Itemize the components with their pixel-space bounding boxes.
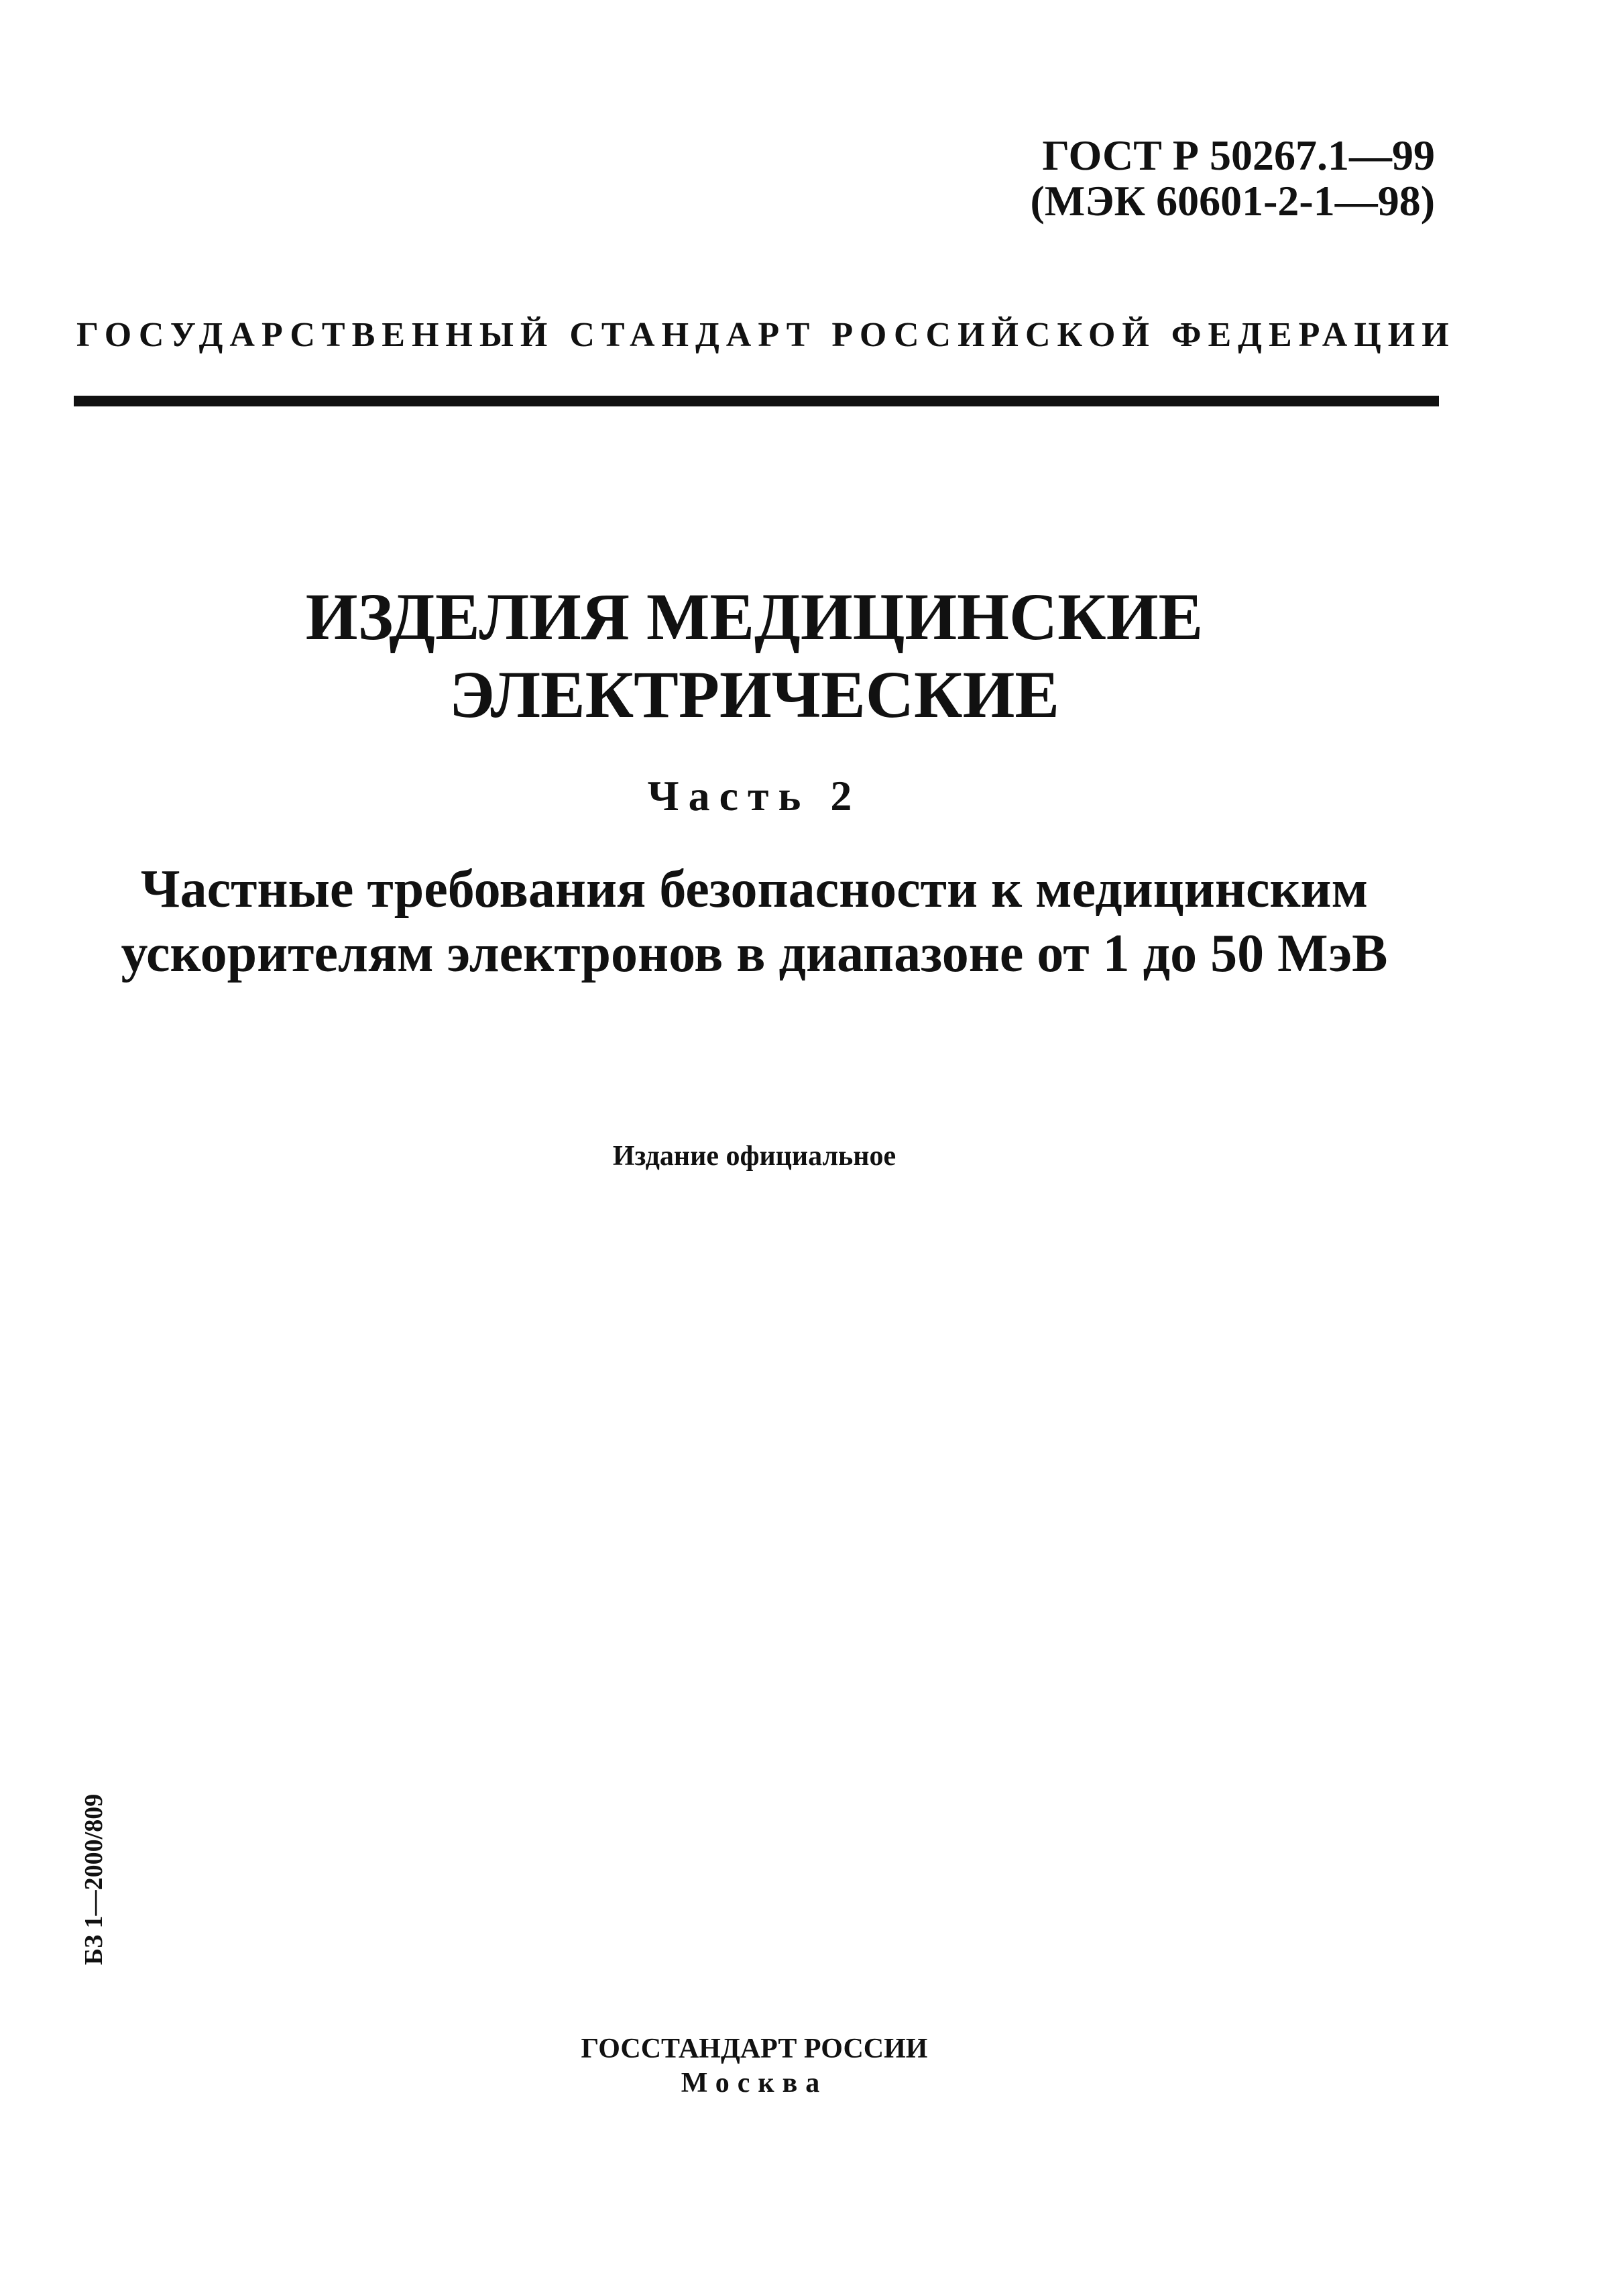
iec-equivalent: (МЭК 60601-2-1—98) — [1030, 176, 1435, 225]
title-line-2: ЭЛЕКТРИЧЕСКИЕ — [449, 657, 1060, 732]
publisher-name: ГОССТАНДАРТ РОССИИ — [581, 2033, 928, 2064]
part-label: Часть 2 — [647, 772, 862, 820]
gost-number: ГОСТ Р 50267.1—99 — [1042, 131, 1435, 179]
document-designation — [1031, 133, 1435, 224]
edition-label: Издание официальное — [612, 1141, 896, 1172]
publisher-city: Москва — [681, 2068, 828, 2099]
subtitle-line-2: ускорителям электронов в диапазоне от 1 до 50 МэВ — [121, 924, 1388, 983]
publisher-block — [0, 2032, 1509, 2101]
header-divider — [74, 396, 1439, 406]
state-standard-heading: ГОСУДАРСТВЕННЫЙ СТАНДАРТ РОССИЙСКОЙ ФЕДЕРАЦИИ — [76, 316, 1456, 354]
document-subtitle — [0, 857, 1509, 986]
document-title — [0, 578, 1509, 734]
side-code: БЗ 1—2000/809 — [80, 1793, 108, 1965]
subtitle-line-1: Частные требования безопасности к медицинским — [140, 860, 1369, 919]
title-line-1: ИЗДЕЛИЯ МЕДИЦИНСКИЕ — [305, 579, 1204, 654]
